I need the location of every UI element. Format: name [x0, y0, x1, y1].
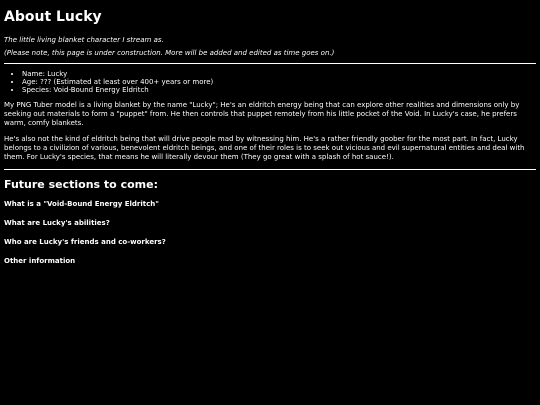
- future-sections-heading: Future sections to come:: [4, 178, 158, 191]
- tagline: The little living blanket character I stream as.: [4, 36, 164, 44]
- fact-species: • Species: Void-Bound Energy Eldritch: [22, 86, 536, 94]
- species-paragraph: He's also not the kind of eldritch being that will drive people mad by witnessing him. He's a rather friendly goober for the most part. In fact, Lucky belongs to a civilizion of various, benevolent eldritch beings, and one of their roles is to seek out vicious and evil supernatural entities and deal with them. For Lucky's species, that means he will literally devour them (They go great with a splash of hot sauce!).: [4, 135, 525, 161]
- future-section-item: Other information: [4, 257, 76, 265]
- fact-name: • Name: Lucky: [22, 70, 536, 78]
- future-section-item: What are Lucky's abilities?: [4, 219, 110, 227]
- future-section-item: What is a "Void-Bound Energy Eldritch": [4, 200, 159, 208]
- page-title: About Lucky: [4, 9, 102, 25]
- facts-list: [4, 70, 536, 94]
- divider-top: [4, 63, 536, 64]
- future-section-item: Who are Lucky's friends and co-workers?: [4, 238, 166, 246]
- construction-note: (Please note, this page is under construction. More will be added and edited as time goes on.): [4, 49, 335, 57]
- divider-bottom: [4, 169, 536, 170]
- fact-age: • Age: ??? (Estimated at least over 400+ years or more): [22, 78, 536, 86]
- description-paragraph: My PNG Tuber model is a living blanket by the name "Lucky"; He's an eldritch energy being that can explore other realities and dimensions only by seeking out materials to form a "puppet" from. He then controls that puppet remotely from his little pocket of the Void. In Lucky's case, he prefers warm, comfy blankets.: [4, 101, 520, 127]
